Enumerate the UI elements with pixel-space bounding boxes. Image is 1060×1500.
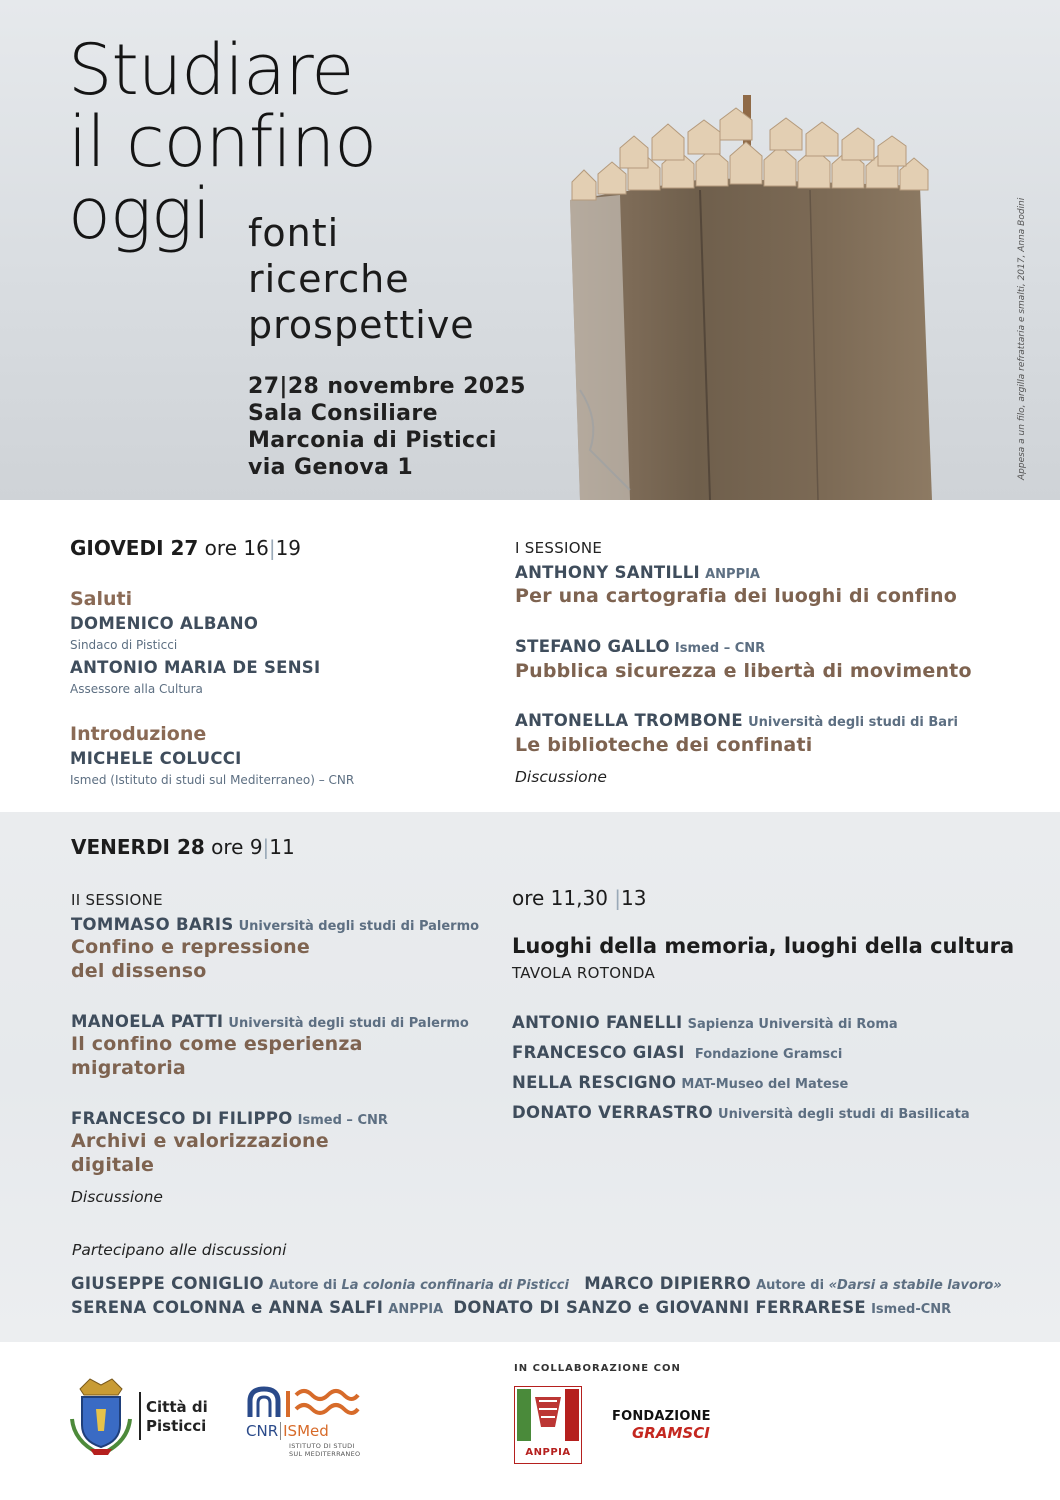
talk-3-aff: Università degli studi di Bari <box>748 715 958 730</box>
event-address: via Genova 1 <box>248 455 414 480</box>
session-1-label: I SESSIONE <box>515 539 603 557</box>
anppia-label: ANPPIA <box>525 1447 571 1458</box>
thursday-heading <box>70 536 301 560</box>
talk-5-title-line-2: migratoria <box>71 1057 186 1079</box>
sculpture-image <box>560 90 990 500</box>
participant-3-aff: ANPPIA <box>388 1302 444 1317</box>
talk-6-title-line-1: Archivi e valorizzazione <box>71 1130 329 1152</box>
participants-row-1 <box>71 1274 1002 1293</box>
ismed-subtitle-line-1: ISTITUTO DI STUDI <box>289 1442 355 1450</box>
talk-3-name: ANTONELLA TROMBONE <box>515 711 743 730</box>
city-divider <box>139 1392 141 1440</box>
panelist-1-name: ANTONIO FANELLI <box>512 1013 683 1032</box>
talk-5-speaker <box>71 1012 469 1031</box>
title-line-1: Studiare <box>68 29 354 111</box>
talk-5-title-line-1: Il confino come esperienza <box>71 1033 363 1055</box>
greet2-name: ANTONIO MARIA DE SENSI <box>70 658 321 677</box>
thursday-time-start: ore 16 <box>204 536 269 560</box>
panelist-1-aff: Sapienza Università di Roma <box>687 1017 898 1032</box>
city-name-line-2: Pisticci <box>146 1417 207 1435</box>
participant-1-aff-prefix: Autore di <box>268 1278 342 1293</box>
talk-4-title-line-1: Confino e repressione <box>71 936 310 958</box>
photo-credit <box>1017 150 1037 480</box>
talk-4-aff: Università degli studi di Palermo <box>238 919 480 934</box>
panelist-3-name: NELLA RESCIGNO <box>512 1073 677 1092</box>
greet1-role: Sindaco di Pisticci <box>70 638 178 652</box>
talk-3-speaker <box>515 711 958 730</box>
talk-1-aff: ANPPIA <box>705 567 760 582</box>
panelist-3-aff: MAT-Museo del Matese <box>681 1077 849 1092</box>
participant-1-book: La colonia confinaria di Pisticci <box>341 1278 569 1293</box>
fondazione-label: FONDAZIONE <box>612 1409 711 1424</box>
poster-subtitle <box>248 210 475 348</box>
title-line-3: oggi <box>68 173 211 255</box>
intro-aff: Ismed (Istituto di studi sul Mediterraneo) – CNR <box>70 773 355 787</box>
talk-1-speaker <box>515 563 760 582</box>
panelist-4-name: DONATO VERRASTRO <box>512 1103 713 1122</box>
panelist-3 <box>512 1073 848 1092</box>
thursday-day: GIOVEDI 27 <box>70 536 199 560</box>
talk-2-title: Pubblica sicurezza e libertà di movimento <box>515 660 972 682</box>
pisticci-crest-icon <box>68 1375 134 1457</box>
participant-2-name: MARCO DIPIERRO <box>584 1274 751 1293</box>
title-line-2: il confino <box>68 101 377 183</box>
city-name-line-1: Città di <box>146 1398 208 1416</box>
city-name <box>146 1398 208 1436</box>
panelist-2-name: FRANCESCO GIASI <box>512 1043 685 1062</box>
greetings-label: Saluti <box>70 588 133 610</box>
round-table-label: TAVOLA ROTONDA <box>512 964 656 982</box>
participants-label: Partecipano alle discussioni <box>72 1241 287 1259</box>
talk-2-name: STEFANO GALLO <box>515 637 670 656</box>
thursday-discussion: Discussione <box>515 768 607 786</box>
intro-label: Introduzione <box>70 723 207 745</box>
friday-discussion: Discussione <box>71 1188 163 1206</box>
ismed-subtitle <box>289 1442 360 1458</box>
talk-2-speaker <box>515 637 765 656</box>
event-town: Marconia di Pisticci <box>248 428 497 453</box>
participant-1-name: GIUSEPPE CONIGLIO <box>71 1274 264 1293</box>
friday-day: VENERDI 28 <box>71 835 205 859</box>
participant-2-aff-prefix: Autore di <box>756 1278 829 1293</box>
talk-6-title-line-2: digitale <box>71 1154 155 1176</box>
panelist-2 <box>512 1043 842 1062</box>
session-2-label: II SESSIONE <box>71 891 163 909</box>
talk-5-title <box>71 1032 363 1080</box>
ismed-label: ISMed <box>280 1422 329 1440</box>
intro-name: MICHELE COLUCCI <box>70 749 242 768</box>
cnr-ismed-wordmark <box>246 1421 329 1440</box>
talk-5-aff: Università degli studi di Palermo <box>228 1016 469 1031</box>
friday-time-start: ore 9 <box>211 835 263 859</box>
anppia-logo <box>514 1386 582 1464</box>
talk-4-speaker <box>71 915 479 934</box>
talk-1-title: Per una cartografia dei luoghi di confino <box>515 585 957 607</box>
credit-work-title: Appesa a un filo <box>1017 407 1027 480</box>
gramsci-label: GRAMSCI <box>632 1424 710 1442</box>
greet1-name: DOMENICO ALBANO <box>70 614 259 633</box>
talk-5-name: MANOELA PATTI <box>71 1012 224 1031</box>
panelist-4 <box>512 1103 970 1122</box>
participants-row-2 <box>71 1298 951 1317</box>
participant-4-name: DONATO DI SANZO e GIOVANNI FERRARESE <box>453 1298 866 1317</box>
anppia-emblem-icon <box>515 1387 581 1443</box>
greet2-role: Assessore alla Cultura <box>70 682 203 696</box>
subtitle-line-2: ricerche <box>248 257 410 301</box>
talk-6-name: FRANCESCO DI FILIPPO <box>71 1109 293 1128</box>
talk-6-speaker <box>71 1109 388 1128</box>
friday-time-sep: | <box>262 835 270 859</box>
cnr-label: CNR <box>246 1422 279 1440</box>
collaboration-label: IN COLLABORAZIONE CON <box>514 1363 681 1374</box>
panelist-2-aff: Fondazione Gramsci <box>694 1047 843 1062</box>
panelist-4-aff: Università degli studi di Basilicata <box>718 1107 970 1122</box>
participant-4-aff: Ismed-CNR <box>871 1302 952 1317</box>
subtitle-line-3: prospettive <box>248 303 475 347</box>
ismed-subtitle-line-2: SUL MEDITERRANEO <box>289 1450 361 1458</box>
panelist-1 <box>512 1013 898 1032</box>
participant-3-name: SERENA COLONNA e ANNA SALFI <box>71 1298 384 1317</box>
talk-6-title <box>71 1129 329 1177</box>
friday-time-end: 11 <box>269 835 295 859</box>
round-time-sep: | <box>614 886 622 910</box>
subtitle-line-1: fonti <box>248 211 340 255</box>
thursday-time-sep: | <box>268 536 276 560</box>
round-time-start: ore 11,30 <box>512 886 608 910</box>
talk-6-aff: Ismed – CNR <box>297 1113 388 1128</box>
talk-2-aff: Ismed – CNR <box>674 641 766 656</box>
event-info <box>248 373 526 481</box>
talk-4-title-line-2: del dissenso <box>71 960 207 982</box>
friday-heading <box>71 835 295 859</box>
talk-1-name: ANTHONY SANTILLI <box>515 563 700 582</box>
participant-2-book: «Darsi a stabile lavoro» <box>828 1278 1002 1293</box>
cnr-ismed-logo-icon <box>246 1385 360 1421</box>
thursday-time-end: 19 <box>275 536 302 560</box>
talk-4-title <box>71 935 310 983</box>
credit-details: , argilla refrattaria e smalti, 2017, Anna Bodini <box>1017 197 1027 408</box>
round-table-time <box>512 886 647 910</box>
talk-3-title: Le biblioteche dei confinati <box>515 734 813 756</box>
event-dates: 27|28 novembre 2025 <box>248 374 526 399</box>
header-banner <box>0 0 1060 500</box>
event-venue: Sala Consiliare <box>248 401 438 426</box>
round-time-end: 13 <box>621 886 647 910</box>
round-table-title: Luoghi della memoria, luoghi della cultura <box>512 934 1015 958</box>
talk-4-name: TOMMASO BARIS <box>71 915 234 934</box>
